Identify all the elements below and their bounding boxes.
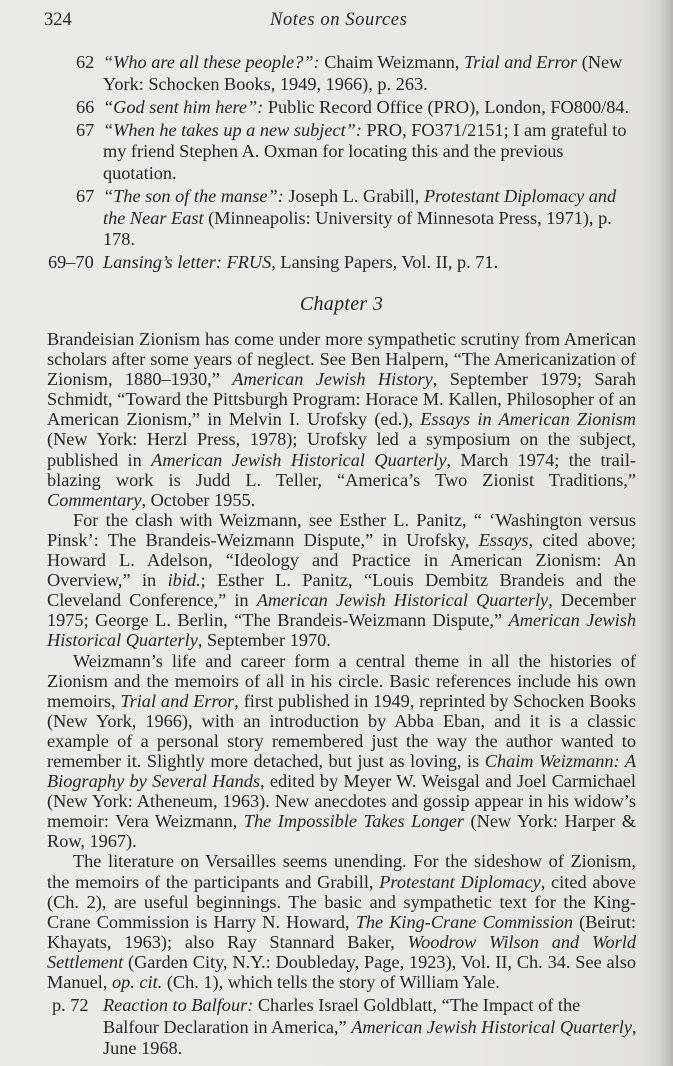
italic-run: Protestant Diplomacy [379,871,541,892]
text-run: , September 1970. [197,630,331,651]
chapter-body [47,329,636,992]
page-note-text: Charles Israel Goldblatt, “The Impact of the Balfour Declaration in America,” [103,995,581,1037]
note-number: 62 [76,52,95,72]
note-text: Joseph L. Grabill, [283,186,424,207]
page-note [52,995,638,1060]
italic-run: American Jewish Historical Quarterly [151,449,447,470]
note-text: PRO, FO371/2151; I am grateful to my friend Stephen A. Oxman for locating this and the previous quotation. [103,119,627,183]
note-lead: Lansing’s letter: [103,252,223,273]
note-entry [46,186,638,251]
running-head: Notes on Sources [270,10,408,30]
page-number: 324 [44,10,72,30]
note-number: 67 [76,119,95,140]
paragraph [47,651,636,852]
note-lead: “God sent him here”: [103,96,264,117]
text-run: (Garden City, N.Y.: Doubleday, Page, 1923), Vol. II, Ch. 34. See also Manuel, [47,951,636,992]
paragraph [47,510,636,651]
note-number: 66 [76,96,95,117]
text-run: , October 1955. [141,489,256,510]
italic-run: The Impossible Takes Longer [243,811,464,832]
italic-run: American Jewish Historical Quarterly [47,610,636,651]
text-run: , edited by Meyer W. Weisgal and Joel Carmichael (New York: Atheneum, 1963). New anecdotes and gossip appear in his widow’s memoir: Vera Weizmann, [47,771,636,832]
italic-run: Chaim Weizmann: A Biography by Several Hands [47,750,636,792]
note-text: , Lansing Papers, Vol. II, p. 71. [271,252,499,273]
text-run: Weizmann’s life and career form a central theme in all the histories of Zionism and the memoirs of all in his circle. Basic references include his own memoirs, [47,650,636,711]
italic-run: Essays [478,529,529,550]
italic-run: Essays in American Zionism [420,409,636,430]
italic-run: ibid. [167,570,201,591]
note-lead: “When he takes up a new subject”: [103,119,362,140]
text-run: (Ch. 1), which tells the story of William Yale. [162,972,500,992]
page-note-title: American Jewish Historical Quarterly [351,1016,632,1037]
note-number: 67 [76,186,95,207]
page-edge [659,0,673,1066]
text-run: (New York: Harper & Row, 1967). [47,811,637,852]
note-title: FRUS [226,252,272,273]
text-run: Brandeisian Zionism has come under more sympathetic scrutiny from American scholars after some years of neglect. See Ben Halpern, “The Americanization of Zionism, 1880–1930,” [47,329,636,390]
italic-run: Woodrow Wilson and World Settlement [47,931,637,972]
text-run: , March 1974; the trail-blazing work is Judd L. Teller, “America’s Two Zionist Traditions,” [47,449,636,490]
text-run: (New York: Herzl Press, 1978); Urofsky led a symposium on the subject, published in [47,429,636,470]
text-run: , September 1979; Sarah Schmidt, “Toward the Pittsburgh Program: Horace M. Kallen, Philosopher of an American Zionism,” in Melvin I. Urofsky (ed.), [47,369,636,430]
chapter-heading: Chapter 3 [299,293,384,315]
italic-run: op. cit. [111,972,163,992]
text-run: , first published in 1949, reprinted by Schocken Books (New York, 1966), with an introduction by Abba Eban, and it is a classic example of a personal story remembered just the way the author wanted to remember it. Slightly more detached, but just as loving, is [47,690,636,771]
text-run: , December 1975; George L. Berlin, “The Brandeis-Weizmann Dispute,” [47,590,637,631]
paragraph [47,329,636,510]
page-note-number: p. 72 [52,995,89,1015]
text-run: The literature on Versailles seems unending. For the sideshow of Zionism, the memoirs of the participants and Grabill, [47,851,636,892]
text-run: , cited above (Ch. 2), are useful beginnings. The basic and sympathetic text for the King-Crane Commission is Harry N. Howard, [47,871,636,932]
italic-run: Commentary [47,489,142,510]
note-text: (Minneapolis: University of Minnesota Press, 1971), p. 178. [103,207,612,250]
italic-run: The King-Crane Commission [355,911,574,932]
note-entry [46,120,638,185]
note-text: (New York: Schocken Books, 1949, 1966), p. 263. [103,52,623,94]
note-lead: “The son of the manse”: [103,186,284,207]
note-number: 69–70 [48,252,94,273]
note-entry [46,252,638,274]
italic-run: Trial and Error [120,690,235,711]
text-run: ; Esther L. Panitz, “Louis Dembitz Brandeis and the Cleveland Conference,” in [47,570,636,611]
italic-run: American Jewish History [232,369,433,390]
page-note-text: , June 1968. [103,1016,637,1059]
page-note-lead: Reaction to Balfour: [103,995,254,1015]
text-run: , cited above; Howard L. Adelson, “Ideology and Practice in American Zionism: An Overview,” in [47,529,637,591]
paragraph [47,851,636,992]
note-title: Trial and Error [464,52,578,72]
note-text: Public Record Office (PRO), London, FO800/84. [263,96,630,117]
note-text: Chaim Weizmann, [319,52,465,72]
notes-list [46,52,638,275]
note-lead: “Who are all these people?”: [103,52,320,72]
italic-run: American Jewish Historical Quarterly [256,590,549,611]
note-entry [46,52,638,95]
text-run: (Beirut: Khayats, 1963); also Ray Stannard Baker, [47,911,636,952]
page-header [0,10,673,34]
note-title: Protestant Diplomacy and the Near East [103,186,617,228]
note-entry [46,97,638,119]
text-run: For the clash with Weizmann, see Esther L. Panitz, “ ‘Washington versus Pinsk’: The Brandeis-Weizmann Dispute,” in Urofsky, [47,509,636,550]
